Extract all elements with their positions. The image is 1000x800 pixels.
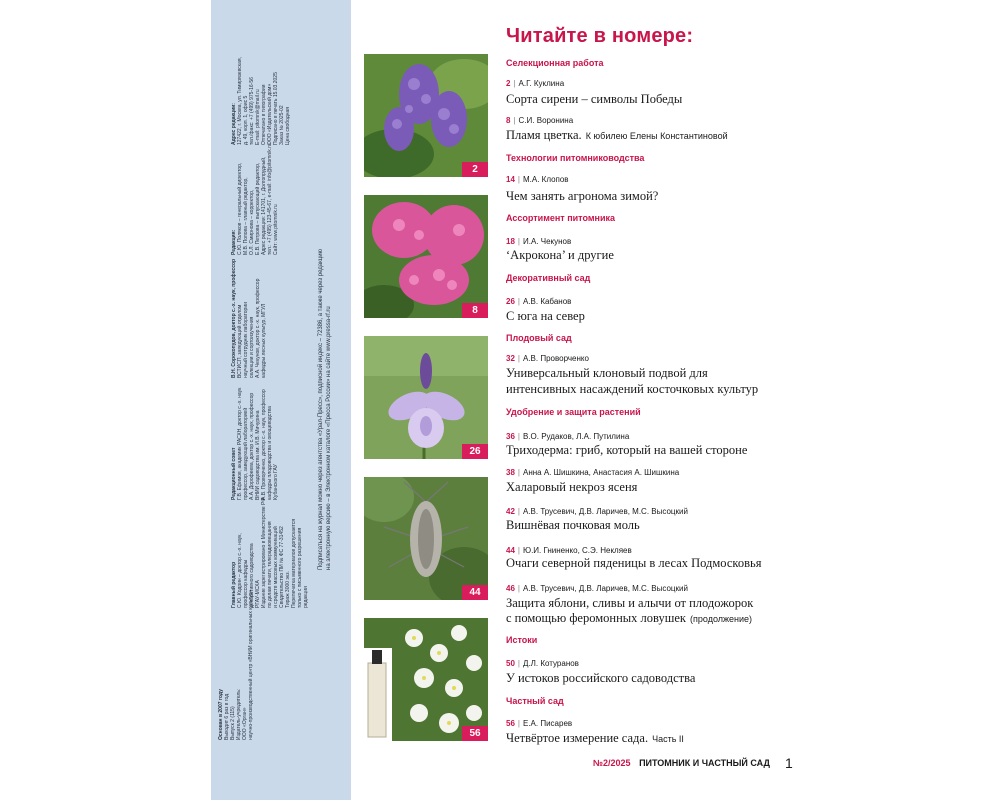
article-title-text-2: с помощью феромонных ловушек (506, 611, 687, 625)
article-page: 42 (506, 507, 515, 516)
article-title-text: Сорта сирени – символы Победы (506, 92, 683, 106)
imprint-line: Адрес редакции: (231, 103, 237, 145)
article-byline (506, 719, 572, 728)
imprint-line: Перепечатка материалов допускается (291, 518, 297, 608)
article-page: 46 (506, 584, 515, 593)
byline-separator: | (513, 116, 516, 125)
imprint-line: научный сотрудник лаборатории (243, 302, 249, 378)
photo-page-badge: 26 (462, 444, 488, 459)
byline-separator: | (517, 237, 520, 246)
article-title[interactable] (506, 366, 708, 381)
imprint-line: Тираж 3000 экз. (285, 571, 291, 608)
article-page: 36 (506, 432, 515, 441)
article-title[interactable] (506, 189, 658, 204)
byline-separator: | (517, 354, 520, 363)
photo-page-badge: 8 (462, 303, 488, 318)
article-page: 50 (506, 659, 515, 668)
article-title-text: Вишнёвая почковая моль (506, 518, 640, 532)
section-heading: Частный сад (506, 696, 564, 706)
article-byline (506, 354, 589, 363)
page-footer (593, 758, 770, 768)
imprint-line: д. 49, корп. 1, офис 5 (243, 95, 249, 145)
article-subtitle: (продолжение) (690, 614, 753, 624)
article-title[interactable] (506, 596, 753, 611)
imprint-line: ООО «Орган» (242, 707, 248, 740)
imprint-line: Редакция: (231, 229, 237, 255)
article-authors: Ю.И. Гниненко, С.Э. Некляев (522, 546, 632, 555)
imprint-line: Подписано в печать 15.03.2025 (273, 72, 279, 145)
article-authors: Е.А. Писарев (522, 719, 573, 728)
article-title-text: Пламя цветка. (506, 128, 582, 142)
article-title[interactable] (506, 443, 747, 458)
article-title-text: Триходерма: гриб, который на вашей стороне (506, 443, 748, 457)
imprint-line: редакции (303, 586, 309, 608)
article-subtitle: Часть II (652, 734, 684, 744)
article-title[interactable] (506, 128, 728, 144)
photo-jasmine (364, 618, 488, 741)
section-heading: Декоративный сад (506, 273, 591, 283)
article-page: 44 (506, 546, 515, 555)
article-authors: В.О. Рудаков, Л.А. Путилина (522, 432, 630, 441)
article-authors: А.В. Трусевич, Д.В. Ларичев, М.С. Высоцкий (522, 584, 688, 593)
photo-moth (364, 477, 488, 600)
article-title[interactable] (506, 556, 761, 571)
imprint-line: Выпуск 2 (115) (230, 706, 236, 740)
article-title[interactable] (506, 518, 640, 533)
byline-separator: | (517, 659, 520, 668)
imprint-line: научно-производственный центр «ВНИИ оригинальных культур» (248, 589, 254, 740)
article-title[interactable] (506, 480, 637, 495)
imprint-line: С.Ю. Поляков – генеральный директор, (237, 162, 243, 255)
article-title[interactable] (506, 309, 585, 324)
article-byline (506, 468, 679, 477)
byline-separator: | (517, 297, 520, 306)
article-title[interactable] (506, 731, 684, 747)
imprint-line: Свидетельство ПИ № ФС 77-31452 (279, 526, 285, 608)
imprint-line: Адрес редакции: 141701, г. Долгопрудный, (261, 156, 267, 255)
imprint-column-council-2 (231, 258, 267, 378)
imprint-line: Сайт: www.pitomnik.ru (273, 204, 279, 255)
imprint-line: А.А. Чекунов, доктор с.-х. наук, профессор (255, 278, 261, 378)
article-page: 38 (506, 468, 515, 477)
subscription-note-line-1: Подписаться на журнал можно через агентства «Урал-Пресс», подписной индекс – 72386, а также через редакцию (318, 248, 324, 570)
byline-separator: | (517, 507, 520, 516)
imprint-line: кафедры лесных культур, МГУЛ (261, 303, 267, 378)
byline-separator: | (513, 79, 516, 88)
byline-separator: | (517, 175, 520, 184)
article-title-text: У истоков российского садоводства (506, 671, 696, 685)
imprint-line: Е.В. Петрова – выпускающий редактор, (255, 162, 261, 255)
article-authors: А.В. Проворченко (522, 354, 589, 363)
article-title-text: Халаровый некроз ясеня (506, 480, 638, 494)
byline-separator: | (517, 468, 520, 477)
article-title[interactable] (506, 248, 614, 263)
article-title-text: Очаги северной пяденицы в лесах Подмосковья (506, 556, 762, 570)
imprint-line: и средств массовых коммуникаций (273, 526, 279, 608)
imprint-line: Цена свободная (285, 107, 291, 145)
article-title-text: С юга на север (506, 309, 585, 323)
article-page: 2 (506, 79, 511, 88)
imprint-line: декоративного садоводства (249, 543, 255, 608)
imprint-line: В.Н. Сорокопудов, доктор с.-х. наук, профессор (231, 258, 237, 378)
article-byline (506, 507, 688, 516)
article-subtitle: К юбилею Елены Константиновой (585, 131, 728, 141)
imprint-line: Заказ № 2025-02 (279, 105, 285, 145)
imprint-line: Издание зарегистрировано в Министерстве РФ (261, 497, 267, 608)
article-page: 18 (506, 237, 515, 246)
imprint-line: РГАУ-МСХА (255, 580, 261, 608)
page-title: Читайте в номере: (506, 25, 694, 47)
imprint-line: Отпечатано в типографии (261, 84, 267, 145)
article-title-text: Чем занять агронома зимой? (506, 189, 659, 203)
article-title-line-2[interactable] (506, 611, 752, 627)
imprint-line: профессор кафедры (243, 559, 249, 608)
photo-page-badge: 56 (462, 726, 488, 741)
article-byline (506, 175, 569, 184)
article-authors: А.В. Кабанов (522, 297, 572, 306)
article-authors: Д.Л. Котуранов (522, 659, 579, 668)
imprint-line: Г.В. Ефимов, академик РАСХН, доктор с.-х. наук (237, 387, 243, 500)
photo-page-badge: 2 (462, 162, 488, 177)
imprint-line: А.А. Дорофеева, доктор с.-х. наук, профессор (249, 392, 255, 500)
section-heading: Ассортимент питомника (506, 213, 615, 223)
article-title[interactable] (506, 92, 682, 107)
imprint-line: профессор, заведующий лабораторией (243, 407, 249, 500)
imprint-line: кафедры плодоводства и овощеводства (267, 406, 273, 500)
byline-separator: | (517, 546, 520, 555)
article-page: 8 (506, 116, 511, 125)
imprint-line: М.В. Попова – главный редактор, (243, 177, 249, 255)
issue-number: №2/2025 (593, 758, 631, 768)
byline-separator: | (517, 719, 520, 728)
imprint-line: Основан в 2007 году (218, 689, 224, 740)
article-byline (506, 297, 571, 306)
article-byline (506, 659, 579, 668)
photo-lilac-pink (364, 195, 488, 318)
imprint-line: Издатель-учредитель: (236, 688, 242, 740)
imprint-line: ВСТИСП, заведующий отделом (237, 304, 243, 378)
article-byline (506, 546, 632, 555)
byline-separator: | (517, 432, 520, 441)
article-authors: С.И. Воронина (518, 116, 574, 125)
article-title-text: Защита яблони, сливы и алычи от плодожорок (506, 596, 754, 610)
article-byline (506, 584, 688, 593)
article-title-text: ‘Акрокона’ и другие (506, 248, 614, 262)
article-byline (506, 116, 573, 125)
imprint-column-founding (218, 589, 254, 740)
imprint-line: Выходит 6 раз в год (224, 693, 230, 740)
imprint-line: тел./факс: +7 (499) 975-16-56 (249, 77, 255, 145)
imprint-line: А.В. Проворченко, доктор с.-х. наук, профессор (261, 389, 267, 500)
imprint-line: Главный редактор (231, 561, 237, 608)
imprint-line: селекции и сортоизучения (249, 316, 255, 378)
section-heading: Плодовый сад (506, 333, 572, 343)
article-byline (506, 79, 564, 88)
magazine-name: ПИТОМНИК И ЧАСТНЫЙ САД (639, 758, 770, 768)
subscription-note (317, 150, 333, 570)
imprint-column-address (231, 15, 291, 145)
page-number: 1 (785, 755, 793, 771)
imprint-column-council (231, 370, 279, 500)
section-heading: Удобрение и защита растений (506, 407, 641, 417)
imprint-line: только с письменного разрешения (297, 527, 303, 608)
article-page: 32 (506, 354, 515, 363)
article-title-text: Четвёртое измерение сада. (506, 731, 649, 745)
imprint-line: О.Л. Смирнова – корректор, (249, 189, 255, 255)
article-title-text: Универсальный клоновый подвой для (506, 366, 708, 380)
photo-iris (364, 336, 488, 459)
article-authors: А.Г. Куклина (518, 79, 565, 88)
article-authors: Анна А. Шишкина, Анастасия А. Шишкина (522, 468, 680, 477)
imprint-line: тел.: +7 (495) 123-45-67, e-mail: info@pitomnik.ru (267, 143, 273, 255)
article-authors: А.В. Трусевич, Д.В. Ларичев, М.С. Высоцкий (522, 507, 688, 516)
imprint-line: 127422, г. Москва, ул. Тимирязевская, (237, 57, 243, 145)
section-heading: Истоки (506, 635, 538, 645)
imprint-line: ВНИИ садоводства им. И.В. Мичурина (255, 410, 261, 500)
article-title-text-2: интенсивных насаждений косточковых культур (506, 382, 759, 396)
article-byline (506, 432, 629, 441)
imprint-line: С.Ю. Кодрин – доктор с.-х. наук, (237, 533, 243, 608)
subscription-note-line-2: на электронную версию – в Электронном каталоге «Пресса России» на сайте www.pressa-rf.ru (326, 306, 332, 570)
section-heading: Технологии питомниководства (506, 153, 645, 163)
article-authors: М.А. Клопов (522, 175, 569, 184)
photo-page-badge: 44 (462, 585, 488, 600)
imprint-line: ООО «Издательский дом» (267, 83, 273, 145)
section-heading: Селекционная работа (506, 58, 604, 68)
byline-separator: | (517, 584, 520, 593)
article-authors: И.А. Чекунов (522, 237, 572, 246)
article-page: 26 (506, 297, 515, 306)
article-title[interactable] (506, 671, 695, 686)
photo-lilac-purple (364, 54, 488, 177)
article-byline (506, 237, 571, 246)
imprint-line: Кубанского ГАУ (273, 464, 279, 500)
imprint-line: Редакционный совет (231, 447, 237, 500)
imprint-line: E-mail: pitomnik@mail.ru (255, 89, 261, 145)
article-page: 56 (506, 719, 515, 728)
article-page: 14 (506, 175, 515, 184)
imprint-line: по делам печати, телерадиовещания (267, 521, 273, 608)
article-title-line-2[interactable] (506, 382, 758, 397)
